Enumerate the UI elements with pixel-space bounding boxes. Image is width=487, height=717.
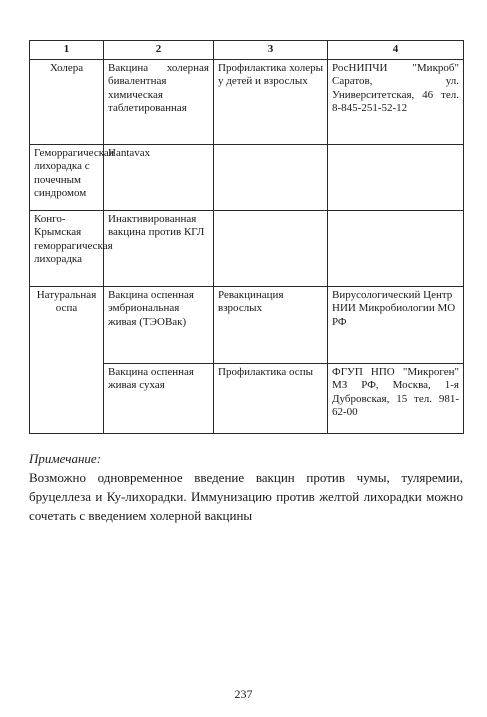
column-header: 2 [104,41,214,60]
disease-cell: Геморрагическая лихорадка с почечным синдромом [30,145,104,211]
vaccine-cell: Вакцина оспенная живая сухая [104,364,214,434]
indication-cell [214,145,328,211]
table-row [30,145,464,211]
indication-cell: Профилактика холеры у детей и взрослых [214,60,328,145]
manufacturer-cell: ФГУП НПО "Микроген" МЗ РФ, Москва, 1-я Дубровская, 15 тел. 981-62-00 [328,364,464,434]
footnote [29,450,463,525]
indication-cell: Ревакцинация взрослых [214,287,328,364]
vaccine-cell: Вакцина оспенная эмбриональная живая (ТЭОВак) [104,287,214,364]
manufacturer-cell: Вирусологический Центр НИИ Микробиологии МО РФ [328,287,464,364]
manufacturer-cell: РосНИПЧИ "Микроб" Саратов, ул. Университетская, 46 тел. 8-845-251-52-12 [328,60,464,145]
vaccine-table [29,40,464,434]
table-header-row [30,41,464,60]
vaccine-cell: Инактивированная вакцина против КГЛ [104,211,214,287]
note-text: Возможно одновременное введение вакцин против чумы, туляремии, бруцеллеза и Ку-лихорадки. Иммунизацию против желтой лихорадки можно сочетать с введением холерной вакцины [29,469,463,523]
disease-cell: Натуральная оспа [30,287,104,434]
indication-cell [214,211,328,287]
page-number: 237 [234,687,253,701]
indication-cell: Профилактика оспы [214,364,328,434]
manufacturer-cell [328,145,464,211]
table-row [30,287,464,364]
vaccine-cell: Hantavax [104,145,214,211]
column-header: 4 [328,41,464,60]
disease-cell: Холера [30,60,104,145]
manufacturer-cell [328,211,464,287]
table-row [30,60,464,145]
table-row [30,211,464,287]
vaccine-cell: Вакцина холерная бивалентная химическая таблетированная [104,60,214,145]
disease-cell: Конго-Крымская геморрагическая лихорадка [30,211,104,287]
column-header: 1 [30,41,104,60]
note-title: Примечание: [29,451,102,466]
column-header: 3 [214,41,328,60]
